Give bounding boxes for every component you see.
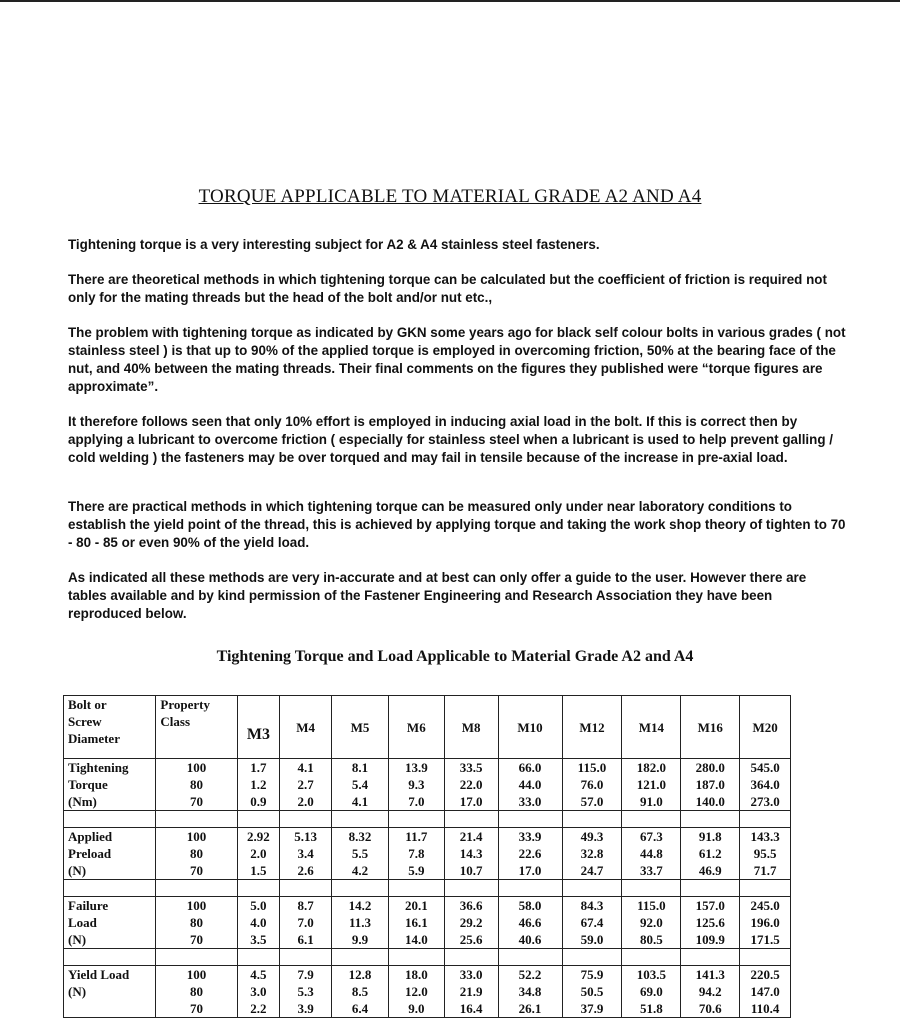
row-label — [64, 897, 156, 949]
cell-value: 9.0 — [408, 1001, 425, 1016]
value-cell — [332, 759, 389, 811]
header-size: M16 — [681, 696, 740, 759]
spacer-cell — [562, 880, 622, 897]
cell-value: 6.4 — [351, 1001, 369, 1016]
spacer-cell — [388, 949, 444, 966]
row-label-line: Load — [68, 915, 97, 930]
property-class-cell — [156, 966, 237, 1018]
property-class-cell — [156, 897, 237, 949]
value-cell — [498, 759, 562, 811]
spacer-cell — [681, 880, 740, 897]
header-size: M20 — [740, 696, 791, 759]
value-cell — [237, 966, 280, 1018]
cell-value: 157.0 — [695, 898, 725, 913]
value-cell — [498, 897, 562, 949]
header-size: M4 — [280, 696, 332, 759]
row-label — [64, 828, 156, 880]
spacer-cell — [280, 811, 332, 828]
cell-value: 245.0 — [750, 898, 780, 913]
cell-value: 7.9 — [297, 967, 314, 982]
cell-value: 3.9 — [297, 1001, 314, 1016]
header-size: M14 — [622, 696, 681, 759]
group-spacer-row — [64, 949, 791, 966]
spacer-cell — [740, 811, 791, 828]
cell-value: 115.0 — [577, 760, 607, 775]
cell-value: 33.9 — [518, 829, 542, 844]
cell-value: 5.5 — [351, 846, 369, 861]
value-cell — [562, 828, 622, 880]
value-cell — [681, 966, 740, 1018]
cell-value: 7.0 — [408, 794, 425, 809]
cell-value: 196.0 — [750, 915, 780, 930]
cell-value: 1.5 — [250, 863, 267, 878]
spacer-cell — [332, 949, 389, 966]
cell-value: 9.3 — [408, 777, 425, 792]
cell-value: 5.3 — [297, 984, 314, 999]
property-class-value: 100 — [186, 829, 207, 844]
value-cell — [444, 966, 498, 1018]
value-cell — [622, 828, 681, 880]
spacer-cell — [622, 949, 681, 966]
cell-value: 21.4 — [459, 829, 483, 844]
property-class-cell — [156, 828, 237, 880]
spacer-cell — [498, 880, 562, 897]
cell-value: 16.1 — [404, 915, 428, 930]
spacer-cell — [156, 949, 237, 966]
property-class-value: 70 — [190, 863, 203, 878]
cell-value: 5.0 — [250, 898, 267, 913]
header-size: M10 — [498, 696, 562, 759]
cell-value: 109.9 — [695, 932, 725, 947]
cell-value: 92.0 — [639, 915, 663, 930]
cell-value: 80.5 — [639, 932, 663, 947]
cell-value: 6.1 — [297, 932, 314, 947]
cell-value: 0.9 — [250, 794, 267, 809]
cell-value: 4.1 — [297, 760, 314, 775]
value-cell — [280, 828, 332, 880]
paragraph-lubricant: It therefore follows seen that only 10% effort is employed in inducing axial load in the bolt. If this is correct then by applying a lubricant to overcome friction ( especially for stainless steel when a lubricant is used to help prevent galling / cold welding ) the fasteners may be over torqued and may fail in tensile because of the increase in pre-axial load. — [68, 414, 833, 465]
row-label-line: (N) — [68, 984, 87, 999]
value-cell — [332, 828, 389, 880]
spacer-cell — [332, 880, 389, 897]
cell-value: 103.5 — [636, 967, 666, 982]
cell-value: 2.7 — [297, 777, 314, 792]
value-cell — [280, 966, 332, 1018]
cell-value: 4.1 — [351, 794, 369, 809]
value-cell — [388, 828, 444, 880]
table-row — [64, 759, 791, 811]
header-size: M12 — [562, 696, 622, 759]
value-cell — [280, 759, 332, 811]
cell-value: 33.7 — [639, 863, 663, 878]
cell-value: 95.5 — [753, 846, 777, 861]
value-cell — [498, 966, 562, 1018]
cell-value: 20.1 — [404, 898, 428, 913]
cell-value: 91.0 — [639, 794, 663, 809]
cell-value: 8.32 — [348, 829, 372, 844]
header-bolt-diameter — [64, 696, 156, 759]
spacer-cell — [622, 811, 681, 828]
spacer-cell — [332, 811, 389, 828]
spacer-cell — [681, 949, 740, 966]
table-row — [64, 828, 791, 880]
spacer-cell — [388, 880, 444, 897]
row-label-line: Torque — [68, 777, 108, 792]
spacer-cell — [681, 811, 740, 828]
value-cell — [388, 966, 444, 1018]
cell-value: 3.5 — [250, 932, 267, 947]
cell-value: 18.0 — [404, 967, 428, 982]
cell-value: 187.0 — [695, 777, 725, 792]
cell-value: 44.0 — [518, 777, 542, 792]
header-bolt-diameter-line: Diameter — [68, 731, 120, 746]
value-cell — [562, 966, 622, 1018]
value-cell — [562, 897, 622, 949]
cell-value: 1.2 — [250, 777, 267, 792]
property-class-value: 70 — [190, 1001, 203, 1016]
value-cell — [498, 828, 562, 880]
cell-value: 24.7 — [580, 863, 604, 878]
spacer-cell — [156, 880, 237, 897]
cell-value: 4.5 — [250, 967, 267, 982]
row-label-line: (N) — [68, 863, 87, 878]
cell-value: 70.6 — [698, 1001, 722, 1016]
value-cell — [562, 759, 622, 811]
cell-value: 8.1 — [351, 760, 369, 775]
value-cell — [622, 966, 681, 1018]
value-cell — [388, 897, 444, 949]
cell-value: 2.92 — [247, 829, 270, 844]
table-header-row — [64, 696, 791, 759]
spacer-cell — [444, 880, 498, 897]
cell-value: 141.3 — [695, 967, 725, 982]
cell-value: 25.6 — [459, 932, 483, 947]
cell-value: 10.7 — [459, 863, 483, 878]
value-cell — [237, 897, 280, 949]
header-size: M3 — [237, 696, 280, 759]
spacer-cell — [498, 811, 562, 828]
spacer-cell — [444, 811, 498, 828]
paragraph-theoretical-methods: There are theoretical methods in which tightening torque can be calculated but the coefficient of friction is required not only for the mating threads but the head of the bolt and/or nut etc., — [68, 272, 827, 305]
cell-value: 67.3 — [639, 829, 663, 844]
cell-value: 13.9 — [404, 760, 428, 775]
cell-value: 34.8 — [518, 984, 542, 999]
cell-value: 94.2 — [698, 984, 722, 999]
cell-value: 52.2 — [518, 967, 542, 982]
cell-value: 26.1 — [518, 1001, 542, 1016]
cell-value: 8.7 — [297, 898, 314, 913]
value-cell — [740, 897, 791, 949]
cell-value: 2.0 — [297, 794, 314, 809]
cell-value: 171.5 — [750, 932, 780, 947]
cell-value: 3.4 — [297, 846, 314, 861]
row-label — [64, 966, 156, 1018]
cell-value: 75.9 — [580, 967, 604, 982]
cell-value: 17.0 — [518, 863, 542, 878]
cell-value: 57.0 — [580, 794, 604, 809]
table-row — [64, 966, 791, 1018]
cell-value: 8.5 — [351, 984, 369, 999]
property-class-value: 80 — [190, 984, 203, 999]
value-cell — [622, 759, 681, 811]
spacer-cell — [740, 949, 791, 966]
cell-value: 91.8 — [698, 829, 722, 844]
top-rule — [0, 0, 900, 2]
spacer-cell — [237, 949, 280, 966]
cell-value: 121.0 — [636, 777, 666, 792]
value-cell — [622, 897, 681, 949]
value-cell — [681, 897, 740, 949]
row-label-line: Preload — [68, 846, 112, 861]
cell-value: 51.8 — [639, 1001, 663, 1016]
cell-value: 46.9 — [698, 863, 722, 878]
value-cell — [444, 897, 498, 949]
cell-value: 76.0 — [580, 777, 604, 792]
row-label-line: (N) — [68, 932, 87, 947]
property-class-value: 80 — [190, 846, 203, 861]
group-spacer-row — [64, 811, 791, 828]
cell-value: 280.0 — [695, 760, 725, 775]
cell-value: 66.0 — [518, 760, 542, 775]
cell-value: 61.2 — [698, 846, 722, 861]
cell-value: 5.9 — [408, 863, 425, 878]
cell-value: 14.0 — [404, 932, 428, 947]
value-cell — [444, 828, 498, 880]
property-class-value: 70 — [190, 794, 203, 809]
cell-value: 125.6 — [695, 915, 725, 930]
property-class-value: 70 — [190, 932, 203, 947]
spacer-cell — [562, 811, 622, 828]
group-spacer-row — [64, 880, 791, 897]
cell-value: 147.0 — [750, 984, 780, 999]
cell-value: 37.9 — [580, 1001, 604, 1016]
cell-value: 2.2 — [250, 1001, 267, 1016]
value-cell — [332, 897, 389, 949]
cell-value: 12.0 — [404, 984, 428, 999]
cell-value: 2.0 — [250, 846, 267, 861]
value-cell — [740, 828, 791, 880]
value-cell — [681, 759, 740, 811]
cell-value: 4.2 — [351, 863, 369, 878]
spacer-cell — [562, 949, 622, 966]
cell-value: 143.3 — [750, 829, 780, 844]
cell-value: 14.3 — [459, 846, 483, 861]
property-class-value: 100 — [186, 760, 207, 775]
paragraph-conclusion: As indicated all these methods are very in-accurate and at best can only offer a guide to the user. However there are tables available and by kind permission of the Fastener Engineering and Research Association they have been reproduced below. — [68, 570, 807, 621]
header-bolt-diameter-line: Bolt or — [68, 697, 107, 712]
paragraph-gkn-problem: The problem with tightening torque as indicated by GKN some years ago for black self colour bolts in various grades ( not stainless steel ) is that up to 90% of the applied torque is employed in overcoming friction, 50% at the bearing face of the nut, and 40% between the mating threads. Their final comments on the figures they published were “torque figures are approximate”. — [68, 325, 846, 394]
table-caption: Tightening Torque and Load Applicable to Material Grade A2 and A4 — [216, 648, 694, 665]
header-property-class-line: Property — [160, 697, 210, 712]
row-label-line: Yield Load — [68, 967, 130, 982]
cell-value: 22.6 — [518, 846, 542, 861]
cell-value: 33.0 — [459, 967, 483, 982]
cell-value: 7.0 — [297, 915, 314, 930]
cell-value: 33.0 — [518, 794, 542, 809]
cell-value: 5.13 — [294, 829, 318, 844]
row-label-line: Tightening — [68, 760, 129, 775]
spacer-cell — [280, 880, 332, 897]
page-title: TORQUE APPLICABLE TO MATERIAL GRADE A2 AND A4 — [198, 186, 702, 207]
cell-value: 545.0 — [750, 760, 780, 775]
cell-value: 364.0 — [750, 777, 780, 792]
cell-value: 273.0 — [750, 794, 780, 809]
spacer-cell — [498, 949, 562, 966]
value-cell — [444, 759, 498, 811]
cell-value: 71.7 — [753, 863, 777, 878]
cell-value: 182.0 — [636, 760, 666, 775]
cell-value: 11.3 — [348, 915, 371, 930]
cell-value: 9.9 — [351, 932, 369, 947]
spacer-cell — [156, 811, 237, 828]
cell-value: 36.6 — [459, 898, 483, 913]
cell-value: 46.6 — [518, 915, 542, 930]
cell-value: 4.0 — [250, 915, 267, 930]
value-cell — [332, 966, 389, 1018]
cell-value: 1.7 — [250, 760, 267, 775]
header-bolt-diameter-line: Screw — [68, 714, 102, 729]
spacer-cell — [444, 949, 498, 966]
paragraph-intro: Tightening torque is a very interesting subject for A2 & A4 stainless steel fasteners. — [68, 237, 600, 252]
value-cell — [681, 828, 740, 880]
value-cell — [237, 828, 280, 880]
spacer-cell — [64, 880, 156, 897]
property-class-value: 100 — [186, 967, 207, 982]
property-class-value: 80 — [190, 915, 203, 930]
cell-value: 22.0 — [459, 777, 483, 792]
cell-value: 14.2 — [348, 898, 372, 913]
cell-value: 2.6 — [297, 863, 314, 878]
cell-value: 69.0 — [639, 984, 663, 999]
spacer-cell — [280, 949, 332, 966]
torque-load-table — [63, 695, 791, 1018]
header-size: M5 — [332, 696, 389, 759]
header-property-class — [156, 696, 237, 759]
cell-value: 3.0 — [250, 984, 267, 999]
header-property-class-line: Class — [160, 714, 191, 729]
cell-value: 59.0 — [580, 932, 604, 947]
property-class-cell — [156, 759, 237, 811]
cell-value: 5.4 — [351, 777, 369, 792]
cell-value: 49.3 — [580, 829, 604, 844]
cell-value: 16.4 — [459, 1001, 483, 1016]
cell-value: 7.8 — [408, 846, 425, 861]
spacer-cell — [388, 811, 444, 828]
cell-value: 21.9 — [459, 984, 483, 999]
cell-value: 29.2 — [459, 915, 483, 930]
spacer-cell — [237, 811, 280, 828]
cell-value: 84.3 — [580, 898, 604, 913]
cell-value: 110.4 — [750, 1001, 780, 1016]
header-size: M6 — [388, 696, 444, 759]
spacer-cell — [64, 949, 156, 966]
row-label — [64, 759, 156, 811]
cell-value: 11.7 — [405, 829, 428, 844]
cell-value: 44.8 — [639, 846, 663, 861]
cell-value: 220.5 — [750, 967, 780, 982]
value-cell — [388, 759, 444, 811]
row-label-line: Failure — [68, 898, 109, 913]
value-cell — [740, 759, 791, 811]
cell-value: 33.5 — [459, 760, 483, 775]
property-class-value: 100 — [186, 898, 207, 913]
cell-value: 67.4 — [580, 915, 604, 930]
cell-value: 17.0 — [459, 794, 483, 809]
paragraph-practical-methods: There are practical methods in which tightening torque can be measured only under near laboratory conditions to establish the yield point of the thread, this is achieved by applying torque and taking the work shop theory of tighten to 70 - 80 - 85 or even 90% of the yield load. — [68, 499, 846, 550]
spacer-cell — [64, 811, 156, 828]
cell-value: 140.0 — [695, 794, 725, 809]
spacer-cell — [740, 880, 791, 897]
cell-value: 12.8 — [348, 967, 372, 982]
value-cell — [740, 966, 791, 1018]
cell-value: 115.0 — [637, 898, 666, 913]
cell-value: 58.0 — [518, 898, 542, 913]
row-label-line: Applied — [68, 829, 113, 844]
cell-value: 32.8 — [580, 846, 604, 861]
row-label-line: (Nm) — [68, 794, 97, 809]
cell-value: 50.5 — [580, 984, 604, 999]
property-class-value: 80 — [190, 777, 203, 792]
spacer-cell — [622, 880, 681, 897]
value-cell — [280, 897, 332, 949]
header-size: M8 — [444, 696, 498, 759]
value-cell — [237, 759, 280, 811]
spacer-cell — [237, 880, 280, 897]
table-row — [64, 897, 791, 949]
cell-value: 40.6 — [518, 932, 542, 947]
